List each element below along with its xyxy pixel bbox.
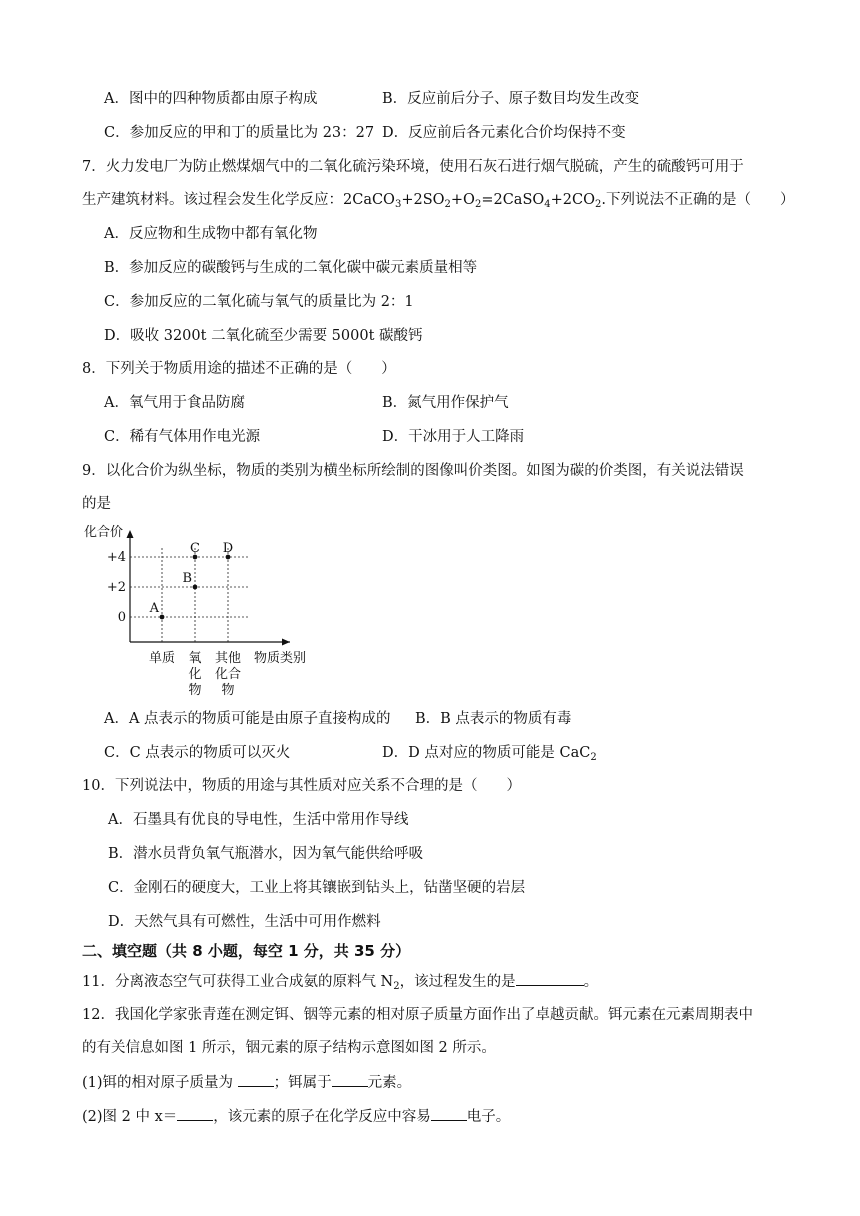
q9-option-b: B．B 点表示的物质有毒	[415, 711, 572, 727]
answer-blank[interactable]	[238, 1072, 274, 1087]
q7-option-b: B．参加反应的碳酸钙与生成的二氧化碳中碳元素质量相等	[104, 260, 478, 276]
x-axis-label: 物质类别	[253, 651, 307, 666]
q6-option-b: B．反应前后分子、原子数目均发生改变	[382, 91, 640, 107]
q12-stem-line2: 的有关信息如图 1 所示，铟元素的原子结构示意图如图 2 所示。	[82, 1040, 496, 1056]
q9-option-d: D．D 点对应的物质可能是 CaC$_2$	[382, 745, 597, 763]
x-tick-label: 单质	[148, 651, 176, 666]
q10-stem: 10．下列说法中，物质的用途与其性质对应关系不合理的是（ ）	[82, 778, 521, 794]
q10-option-a: A．石墨具有优良的导电性，生活中常用作导线	[108, 812, 409, 828]
x-tick-label: 氧	[188, 651, 202, 666]
data-point-a	[160, 615, 165, 620]
q10-option-b: B．潜水员背负氧气瓶潜水，因为氧气能供给呼吸	[108, 846, 424, 862]
q7-stem-line1: 7．火力发电厂为防止燃煤烟气中的二氧化硫污染环境，使用石灰石进行烟气脱硫，产生的硫酸钙可用于	[82, 159, 744, 175]
q12-part2: (2)图 2 中 x＝ ，该元素的原子在化学反应中容易 电子。	[82, 1106, 510, 1127]
y-tick-label: +2	[106, 580, 126, 595]
q9-stem-line1: 9．以化合价为纵坐标，物质的类别为横坐标所绘制的图像叫价类图。如图为碳的价类图，有关说法错误	[82, 463, 744, 479]
answer-blank[interactable]	[177, 1106, 213, 1121]
q9-stem-line2: 的是	[82, 496, 111, 512]
y-tick-label: 0	[117, 610, 126, 625]
answer-blank[interactable]	[332, 1072, 368, 1087]
x-tick-label: 物	[221, 683, 235, 698]
y-tick-label: +4	[106, 550, 126, 565]
y-axis-arrow	[127, 530, 134, 538]
section-heading-fill-in: 二、填空题（共 8 小题，每空 1 分，共 35 分）	[82, 942, 411, 960]
q7-option-a: A．反应物和生成物中都有氧化物	[104, 226, 318, 242]
data-point-label: D	[222, 541, 234, 556]
q10-option-d: D．天然气具有可燃性，生活中可用作燃料	[108, 914, 381, 930]
data-point-label: C	[190, 541, 200, 556]
answer-blank[interactable]	[516, 971, 584, 986]
q9-option-c: C．C 点表示的物质可以灭火	[104, 745, 291, 761]
x-tick-label: 化合	[214, 667, 242, 682]
q8-option-d: D．干冰用于人工降雨	[382, 429, 525, 445]
q8-option-c: C．稀有气体用作电光源	[104, 429, 261, 445]
q8-option-b: B．氮气用作保护气	[382, 395, 509, 411]
q6-option-c: C．参加反应的甲和丁的质量比为 23：27	[104, 125, 375, 141]
q12-stem-line1: 12．我国化学家张青莲在测定铒、铟等元素的相对原子质量方面作出了卓越贡献。铒元素在元素周期表中	[82, 1007, 753, 1023]
x-tick-label: 化	[188, 667, 202, 682]
q12-part1: (1)铒的相对原子质量为 ；铒属于 元素。	[82, 1072, 411, 1093]
data-point-label: A	[149, 601, 159, 616]
q11-stem: 11．分离液态空气可获得工业合成氨的原料气 $N_2$，该过程发生的是 。	[82, 971, 598, 992]
q6-option-a: A．图中的四种物质都由原子构成	[104, 91, 318, 107]
carbon-valence-chart	[80, 520, 320, 700]
q6-option-d: D．反应前后各元素化合价均保持不变	[382, 125, 626, 141]
q7-option-c: C．参加反应的二氧化硫与氧气的质量比为 2：1	[104, 294, 414, 310]
x-tick-label: 其他	[214, 651, 242, 666]
q9-option-a: A．A 点表示的物质可能是由原子直接构成的	[104, 711, 391, 727]
x-tick-label: 物	[188, 683, 202, 698]
q7-stem-line2: 生产建筑材料。该过程会发生化学反应：$2CaCO_3+2SO_2+O_2=2CaSO_4+2CO_2$.下列说法不正确的是（ ）	[82, 192, 795, 210]
q7-option-d: D．吸收 3200t 二氧化硫至少需要 5000t 碳酸钙	[104, 328, 423, 344]
answer-blank[interactable]	[431, 1106, 467, 1121]
x-axis-arrow	[282, 639, 290, 646]
data-point-label: B	[182, 571, 192, 586]
q8-option-a: A．氧气用于食品防腐	[104, 395, 245, 411]
y-axis-label: 化合价	[84, 525, 124, 540]
q10-option-c: C．金刚石的硬度大，工业上将其镶嵌到钻头上，钻凿坚硬的岩层	[108, 880, 526, 896]
q8-stem: 8．下列关于物质用途的描述不正确的是（ ）	[82, 361, 396, 377]
data-point-b	[193, 585, 198, 590]
